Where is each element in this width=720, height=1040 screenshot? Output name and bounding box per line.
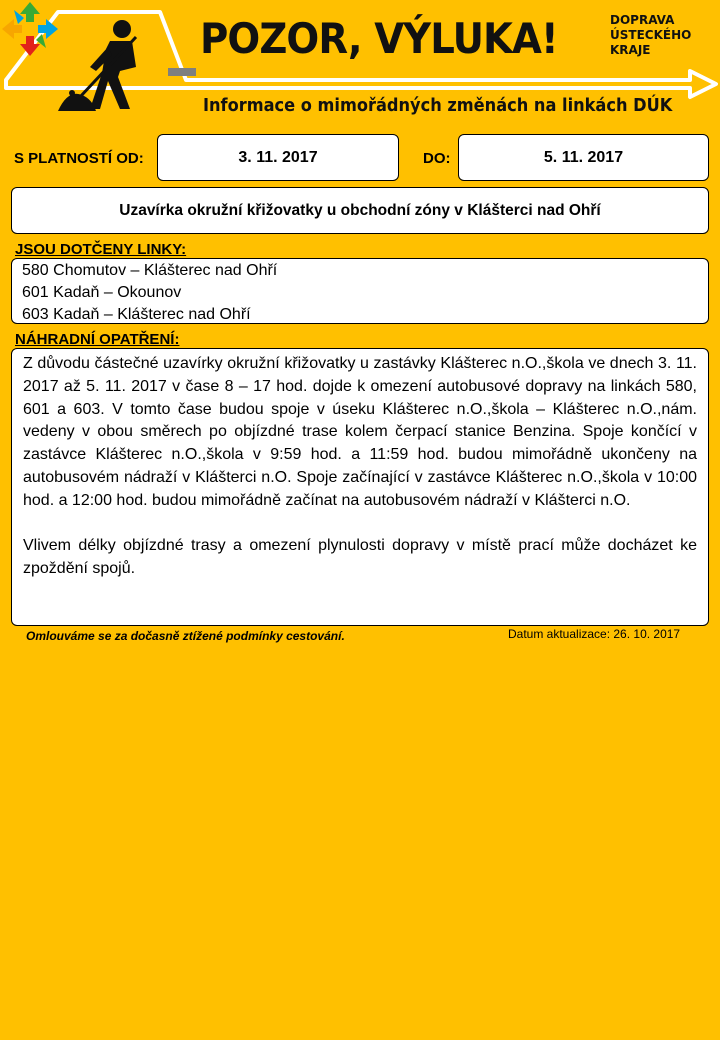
page-title: POZOR, VÝLUKA! xyxy=(200,14,558,63)
measures-paragraph: Z důvodu částečné uzavírky okružní křižovatky u zastávky Klášterec n.O.,škola ve dnech 3. 11. 2017 až 5. 11. 2017 v čase 8 – 17 hod. dojde k omezení autobusové dopravy na linkách 580, 601 a 603. V tomto čase budou spoje v úseku Klášterec n.O.,škola – Klášterec n.O.,nám. vedeny v obou směrech po objízdné trase kolem čerpací stanice Benzina. Spoje končící v zastávce Klášterec n.O.,škola v 9:59 hod. a 11:59 hod. budou mimořádně ukončeny na autobusovém nádraží v Klášterci n.O. Spoje začínající v zastávce Klášterec n.O.,škola v 10:00 hod. a 12:00 hod. budou mimořádně začínat na autobusovém nádraží v Klášterci n.O. xyxy=(23,355,697,509)
valid-to-value: 5. 11. 2017 xyxy=(543,148,624,166)
affected-lines-label: JSOU DOTČENY LINKY: xyxy=(15,241,187,258)
affected-line: 580 Chomutov – Klášterec nad Ohří xyxy=(22,262,278,279)
measures-label: NÁHRADNÍ OPATŘENÍ: xyxy=(15,331,180,348)
valid-to-label: DO: xyxy=(423,150,451,167)
brand-name xyxy=(610,13,691,58)
affected-line: 603 Kadaň – Klášterec nad Ohří xyxy=(22,306,251,323)
brand-line: DOPRAVA xyxy=(610,13,675,27)
measures-paragraph: Vlivem délky objízdné trasy a omezení plynulosti dopravy v místě prací může docházet ke zpoždění spojů. xyxy=(23,537,697,578)
brand-line: KRAJE xyxy=(610,43,651,57)
valid-from-value: 3. 11. 2017 xyxy=(238,148,318,166)
affected-line: 601 Kadaň – Okounov xyxy=(22,284,182,301)
valid-from-label: S PLATNOSTÍ OD: xyxy=(14,150,144,167)
affected-lines-box xyxy=(11,258,709,324)
road-worker-icon xyxy=(50,15,170,115)
subject-box xyxy=(11,187,709,234)
page-subtitle: Informace o mimořádných změnách na linkách DÚK xyxy=(203,95,673,116)
valid-to-field xyxy=(458,134,709,181)
valid-from-field xyxy=(157,134,399,181)
subject-text: Uzavírka okružní křižovatky u obchodní zóny v Klášterci nad Ohří xyxy=(119,201,601,219)
measures-box xyxy=(11,348,709,626)
duk-logo-icon xyxy=(0,0,60,58)
brand-line: ÚSTECKÉHO xyxy=(610,28,692,42)
update-date: Datum aktualizace: 26. 10. 2017 xyxy=(508,627,681,641)
apology-note: Omlouváme se za dočasně ztížené podmínky cestování. xyxy=(26,629,345,643)
header-banner xyxy=(0,0,720,130)
